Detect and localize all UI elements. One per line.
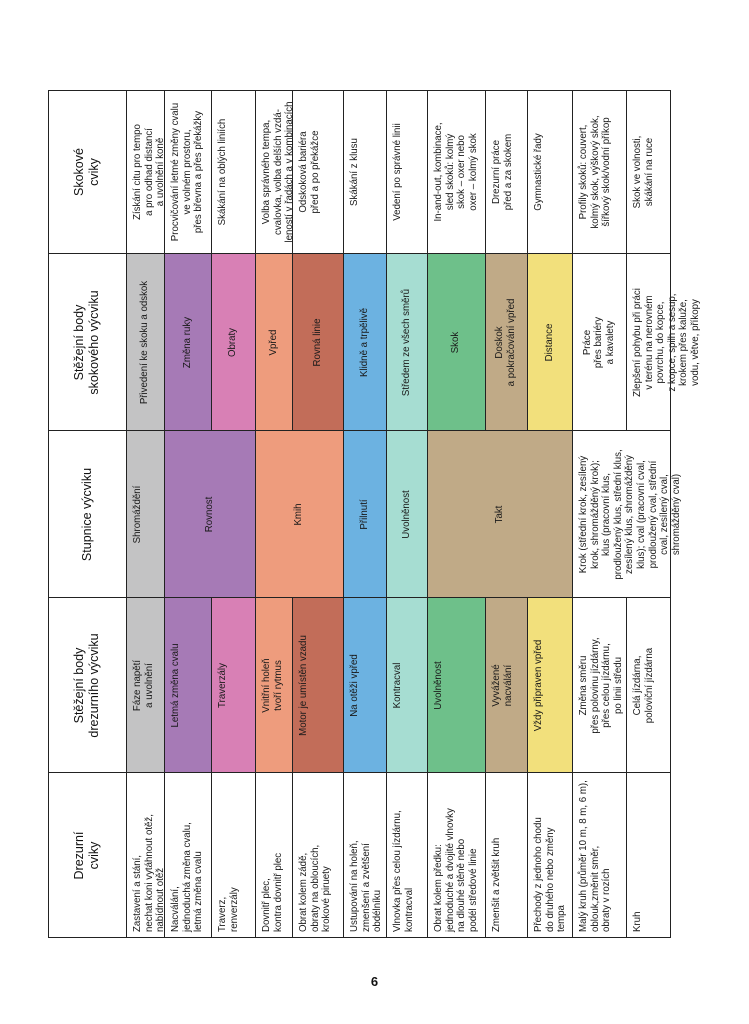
row-divider xyxy=(292,598,293,938)
row-divider xyxy=(255,90,256,938)
training-scale-cell xyxy=(386,431,427,598)
dressage-exercise-cell: Malý kruh (průměr 10 m, 8 m, 6 m), oblouk,změnit směr, obraty v rozích xyxy=(578,780,613,932)
jumping-point-cell-text: Středem ze všech směrů xyxy=(400,288,412,397)
dressage-point-cell-text: Vždy připraven vpřed xyxy=(533,639,544,732)
dressage-point-cell xyxy=(527,598,572,773)
training-scale-cell-text: Přilnutí xyxy=(358,499,370,530)
column-divider xyxy=(48,772,670,773)
row-divider xyxy=(126,90,127,938)
dressage-exercise-cell: Zmenšit a zvětšit kruh xyxy=(491,837,502,932)
dressage-point-cell: Změna směru přes polovinu jízdárny, přes celou jízdárnu, po linii středu xyxy=(578,637,624,734)
training-scale-cell xyxy=(255,431,343,598)
jumping-exercise-cell: Získání citu pro tempo a pro odhad distancí a uvolnění koně xyxy=(132,124,167,220)
row-divider xyxy=(386,90,387,938)
row-divider xyxy=(48,90,49,938)
column-divider xyxy=(48,430,670,431)
dressage-exercise-cell: Nacválání, jednoduchá změna cvalu, letmá změna cvalu xyxy=(170,822,205,932)
dressage-exercise-cell: Zastavení a stání, nechat koni vytáhnout otěž, nabídnout otěž xyxy=(132,814,167,932)
row-divider xyxy=(485,90,486,431)
row-divider xyxy=(670,90,671,938)
jumping-exercise-cell: Odskoková bariéra před a po překážce xyxy=(298,130,321,214)
jumping-point-cell-text: Vpřed xyxy=(267,329,279,356)
jumping-point-cell-text: Obraty xyxy=(227,327,239,358)
header-jumping-exercises-text: Skokové cviky xyxy=(72,148,101,196)
dressage-point-cell xyxy=(164,598,211,773)
dressage-point-cell: Celá jízdárna, poloviční jízdárna xyxy=(632,647,655,724)
dressage-exercise-cell: Ustupování na holeň, zmenšení a zvětšení obdélníku xyxy=(349,840,384,932)
dressage-exercise-cell: Obrat kolem zádě, obraty na obloucích, krokové piruety xyxy=(298,844,333,932)
header-jumping-exercises xyxy=(48,90,126,254)
dressage-point-cell: Vnitřní holeň tvoří rytmus xyxy=(255,598,292,773)
row-divider xyxy=(164,90,165,938)
dressage-exercise-cell: Kruh xyxy=(632,911,643,932)
training-scale-cell: Krok (střední krok, zesílený krok, shromážděný krok); klus (pracovní klus, prodloužený klus, střední klus, zesílený klus, shromážděný klus); cval (pracovní cval, prodloužený cval, střední cval, zesílený cval, shromážděný cval) xyxy=(578,449,682,580)
training-scale-cell xyxy=(427,431,572,598)
dressage-point-cell-text: Vyvážené nacválání xyxy=(491,664,514,707)
dressage-exercise-cell: Obrat kolem předku: jednoduché a dvojité vlnovky na dlouhé stěně nebo podél středové linie xyxy=(433,808,479,932)
jumping-point-cell-text: Rovná linie xyxy=(311,318,323,367)
jumping-exercise-cell: Volba správného tempa, cvalovka, volba delších vzdá- leností v řadách a v kombinacích xyxy=(261,101,296,243)
training-scale-cell-text: Rovnost xyxy=(203,496,215,533)
training-scale-cell xyxy=(126,431,164,598)
jumping-point-cell-text: Změna ruky xyxy=(181,316,193,369)
column-divider xyxy=(48,937,670,938)
jumping-point-cell xyxy=(427,254,485,431)
rotated-table xyxy=(48,90,701,938)
dressage-exercise-cell: Dovnitř plec, kontra dovnitř plec xyxy=(261,852,284,932)
jumping-exercise-cell: Drezurní práce před a za skokem xyxy=(491,133,514,211)
header-dressage-exercises xyxy=(48,773,126,938)
jumping-point-cell-text: Distance xyxy=(543,323,555,362)
jumping-point-cell-text: Přivedení ke skoku a odskok xyxy=(139,280,151,405)
row-divider xyxy=(211,598,212,938)
jumping-exercise-cell: In-and-out, kombinace, sled skoků: kolmý skok – oxer nebo oxer – kolmý skok xyxy=(433,122,479,222)
jumping-exercise-cell: Procvičování letmé změny cvalu ve volném prostoru, přes břevna a přes překážky xyxy=(170,102,205,242)
jumping-point-cell xyxy=(211,254,255,431)
jumping-point-cell: Zlepšení pohybu při práci v terénu na nerovném povrchu, do kopce, z kopce, spilh a sesup, krokem přes kaluže, vodu, větve, příkopy xyxy=(632,288,701,397)
jumping-point-cell xyxy=(164,254,211,431)
training-scale-cell-text: Shromáždění xyxy=(132,485,143,544)
training-scale-cell-text: Uvolněnost xyxy=(400,490,412,539)
header-jumping-points-text: Stěžejní body skokového výcviku xyxy=(72,290,101,395)
column-divider xyxy=(48,597,670,598)
row-divider xyxy=(343,90,344,938)
jumping-point-cell xyxy=(292,254,343,431)
row-divider xyxy=(427,90,428,938)
row-divider xyxy=(572,90,573,938)
row-divider xyxy=(485,598,486,938)
jumping-exercise-cell: Skok ve volnosti, skákání na ruce xyxy=(632,135,655,209)
header-training-scale xyxy=(48,431,126,598)
dressage-point-cell: Uvolněnost xyxy=(427,598,485,773)
page-number: 6 xyxy=(370,974,379,989)
jumping-exercise-cell: Profily skoků: couvert, kolmý skok, výškový skok, šířkový skok/vodní příkop xyxy=(578,115,613,229)
dressage-exercise-cell: Vlnovka přes celou jízdárnu, kontracval xyxy=(392,810,415,932)
jumping-exercise-cell: Gymnastické řady xyxy=(533,133,544,211)
dressage-point-cell xyxy=(485,598,527,773)
training-scale-cell xyxy=(164,431,255,598)
row-divider xyxy=(527,598,528,938)
jumping-point-cell xyxy=(126,254,164,431)
dressage-point-cell: Fáze napětí a uvolnění xyxy=(126,598,164,773)
column-divider xyxy=(48,90,670,91)
column-divider xyxy=(48,253,670,254)
row-divider xyxy=(292,90,293,431)
jumping-point-cell xyxy=(527,254,572,431)
dressage-point-cell-text: Letmá změna cvalu xyxy=(170,643,181,728)
jumping-point-cell-text: Doskok a pokračování vpřed xyxy=(494,298,517,387)
dressage-exercise-cell: Traverz, renverzály xyxy=(217,887,240,932)
row-divider xyxy=(527,90,528,431)
jumping-point-cell xyxy=(386,254,427,431)
dressage-point-cell: Kontracval xyxy=(386,598,427,773)
header-dressage-exercises-text: Drezurní cviky xyxy=(72,831,101,880)
jumping-point-cell-text: Skok xyxy=(450,331,462,354)
training-scale-cell-text: Kmih xyxy=(293,503,305,526)
jumping-point-cell xyxy=(572,254,626,431)
jumping-point-cell xyxy=(485,254,527,431)
row-divider xyxy=(211,90,212,431)
header-dressage-points xyxy=(48,598,126,773)
jumping-exercise-cell: Vedení po správné linii xyxy=(392,123,403,221)
row-divider xyxy=(626,598,627,938)
header-jumping-points xyxy=(48,254,126,431)
dressage-point-cell-text: Motor je umístěn vzadu xyxy=(298,635,309,736)
dressage-point-cell: Traverzály xyxy=(211,598,255,773)
jumping-exercise-cell: Skákání na oblých liniích xyxy=(217,118,228,226)
dressage-point-cell: Na otěži vpřed xyxy=(343,598,386,773)
jumping-point-cell xyxy=(343,254,386,431)
training-scale-cell-text: Takt xyxy=(493,505,505,524)
jumping-point-cell-text: Klidně a trpělivě xyxy=(358,308,370,377)
jumping-exercise-cell: Skákání z klusu xyxy=(349,138,360,206)
dressage-point-cell xyxy=(292,598,343,773)
jumping-point-cell-text: Práce přes bariéry a kavalety xyxy=(581,316,616,369)
header-training-scale-text: Stupnice výcviku xyxy=(79,467,94,562)
dressage-exercise-cell: Přechody z jednoho chodu do druhého nebo změny tempa xyxy=(533,817,568,932)
jumping-point-cell xyxy=(255,254,292,431)
header-dressage-points-text: Stěžejní body drezurního výcviku xyxy=(72,633,101,738)
row-divider xyxy=(626,90,627,431)
training-scale-cell xyxy=(343,431,386,598)
